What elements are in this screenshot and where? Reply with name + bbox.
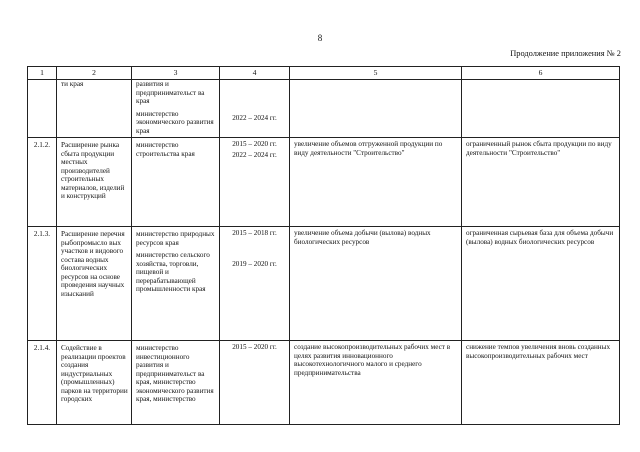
item-number-cell: 2.1.3.: [28, 227, 57, 341]
executor-entry: министерство строительства края: [136, 141, 195, 158]
header-cell: 4: [220, 67, 290, 80]
result-cell: создание высокопроизводительных рабочих мест в целях развития инновационного высокотехнологичного малого и среднего предпринимательства: [290, 341, 462, 425]
item-name-cell: ти края: [57, 80, 132, 138]
period-entry: 2015 – 2018 гг.: [232, 229, 277, 237]
period-cell: [220, 227, 290, 341]
table-row: [28, 341, 620, 425]
header-cell: 3: [132, 67, 220, 80]
period-entry: 2022 – 2024 гг.: [232, 150, 277, 159]
header-cell: 2: [57, 67, 132, 80]
risk-cell: ограниченная сырьевая база для объема добычи (вылова) водных биологических ресурсов: [462, 227, 620, 341]
continuation-label: Продолжение приложения № 2: [510, 49, 621, 58]
appendix-table: [27, 66, 620, 425]
executor-entry: министерство инвестиционного развития и предпринимательст ва края, министерство экономического развития края, министерство: [136, 344, 214, 403]
header-cell: 6: [462, 67, 620, 80]
item-name-cell: Расширение перечня рыбопромысло вых участков и видового состава водных биологических ресурсов на основе проведения научных изысканий: [57, 227, 132, 341]
item-name-cell: Содействие в реализации проектов создания индустриальных (промышленных) парков на территории городских: [57, 341, 132, 425]
table-header-row: [28, 67, 620, 80]
executor-entry: министерство сельского хозяйства, торговли, пищевой и перерабатывающей промышленности края: [136, 251, 210, 293]
table-row: [28, 227, 620, 341]
table-row: [28, 138, 620, 227]
period-entry: 2022 – 2024 гг.: [232, 114, 277, 122]
item-number-cell: 2.1.2.: [28, 138, 57, 227]
risk-cell: ограниченный рынок сбыта продукции по виду деятельности "Строительство": [462, 138, 620, 227]
executors-cell: [132, 227, 220, 341]
result-cell: увеличение объемов отгруженной продукции по виду деятельности "Строительство": [290, 138, 462, 227]
executors-cell: [132, 138, 220, 227]
item-name-cell: Расширение рынка сбыта продукции местных производителей строительных материалов, изделий и конструкций: [57, 138, 132, 227]
header-cell: 5: [290, 67, 462, 80]
table-row: [28, 80, 620, 138]
result-cell: [290, 80, 462, 138]
header-cell: 1: [28, 67, 57, 80]
risk-cell: снижение темпов увеличения вновь созданных высокопроизводительных рабочих мест: [462, 341, 620, 425]
period-cell: [220, 341, 290, 425]
item-number-cell: [28, 80, 57, 138]
period-cell: [220, 80, 290, 138]
page-number: 8: [317, 33, 323, 43]
executor-entry: развития и предпринимательст ва края: [136, 80, 205, 105]
risk-cell: [462, 80, 620, 138]
period-entry: 2015 – 2020 гг.: [232, 343, 277, 351]
period-entry: 2015 – 2020 гг.: [232, 140, 277, 148]
period-cell: [220, 138, 290, 227]
period-entry: 2019 – 2020 гг.: [232, 259, 277, 268]
executors-cell: [132, 341, 220, 425]
executors-cell: [132, 80, 220, 138]
item-number-cell: 2.1.4.: [28, 341, 57, 425]
result-cell: увеличение объема добычи (вылова) водных биологических ресурсов: [290, 227, 462, 341]
executor-entry: министерство природных ресурсов края: [136, 230, 215, 247]
executor-entry: министерство экономического развития края: [136, 109, 214, 135]
